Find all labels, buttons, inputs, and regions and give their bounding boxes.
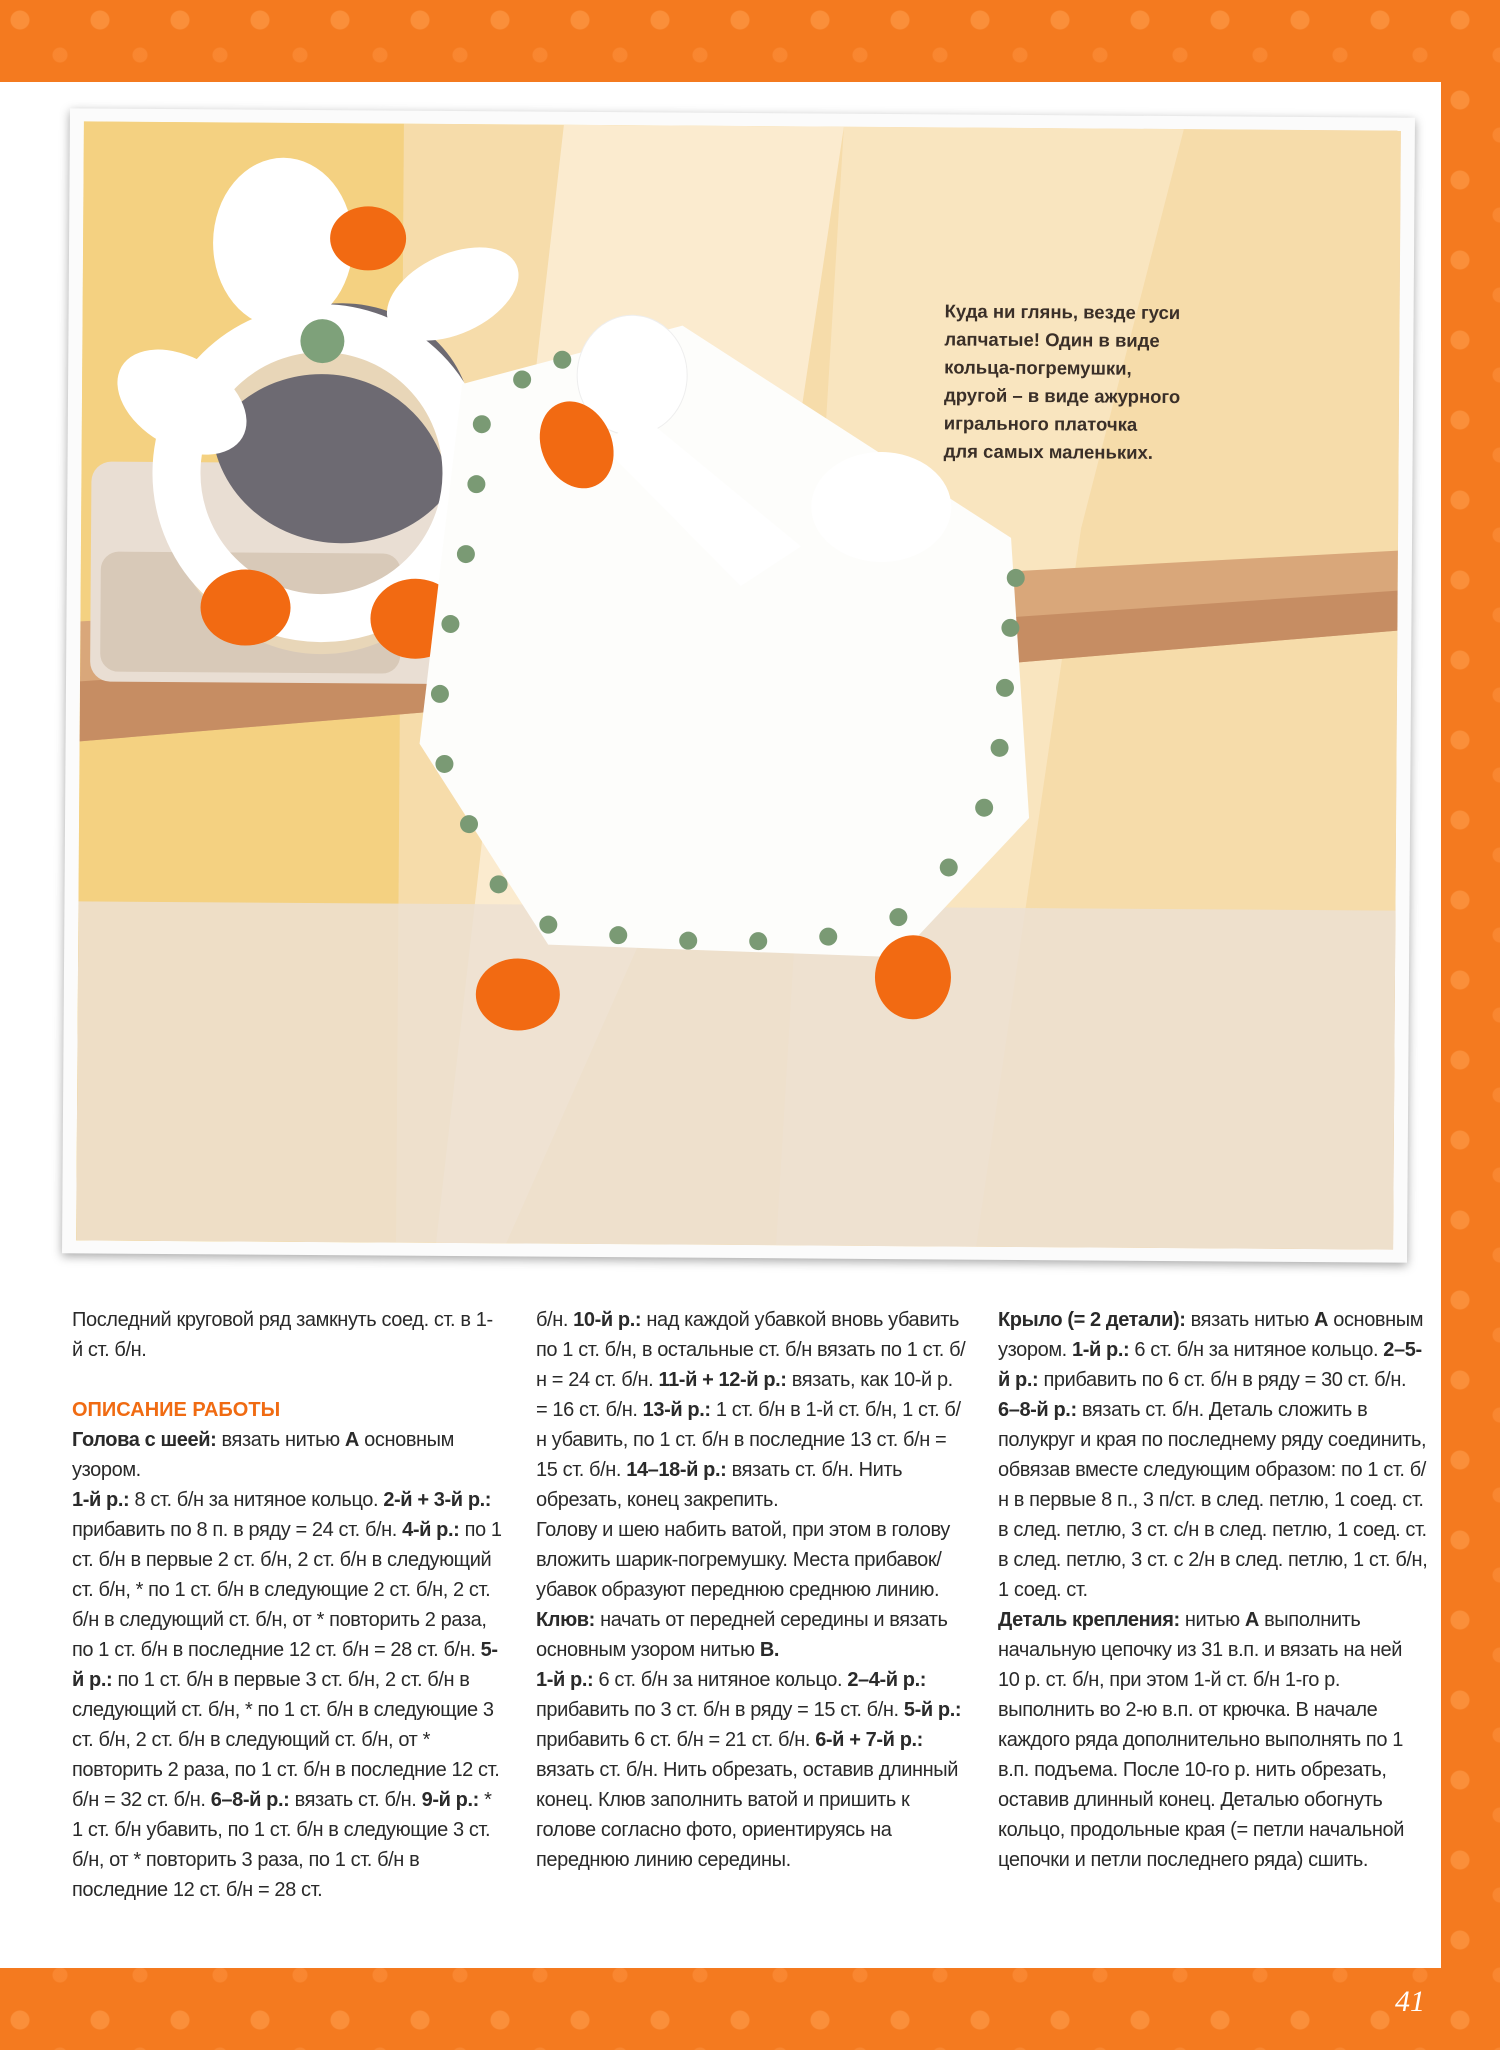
bold-label: 2–5-й р.: xyxy=(998,1339,1422,1391)
photo-crochet-geese xyxy=(76,121,1401,1249)
text-run: * 1 ст. б/н убавить, по 1 ст. б/н в следующие 3 ст. б/н, от * повторить 3 раза, по 1 ст. б/н в последние 12 ст. б/н = 28 ст. xyxy=(72,1789,492,1901)
bold-label: А xyxy=(1244,1609,1259,1631)
text-column-1 xyxy=(72,1305,502,1905)
bold-label: В. xyxy=(759,1639,780,1661)
rattle-goose-beak xyxy=(330,206,406,271)
photo-illustration xyxy=(76,121,1401,1249)
paragraph xyxy=(536,1665,966,1875)
paragraph xyxy=(998,1305,1428,1605)
bold-label: 11-й + 12-й р.: xyxy=(658,1369,787,1391)
text-run: прибавить по 3 ст. б/н в ряду = 15 ст. б/н. xyxy=(536,1699,904,1721)
bold-label: 4-й р.: xyxy=(402,1519,460,1541)
paragraph xyxy=(72,1485,502,1905)
text-run: 6 ст. б/н за нитяное кольцо. xyxy=(1129,1339,1384,1361)
text-run: основным узором. xyxy=(72,1429,455,1481)
bold-label: 13-й р.: xyxy=(642,1399,711,1421)
text-run: начать от передней середины и вязать основным узором нитью xyxy=(536,1609,948,1661)
text-run: нитью xyxy=(1179,1609,1245,1631)
rattle-goose-bow xyxy=(300,319,344,363)
text-run: вязать нитью xyxy=(1185,1309,1315,1331)
text-run: вязать ст. б/н. Деталь сложить в полукруг и края по последнему ряду соединить, обвязав вместе следующим образом: по 1 ст. б/н в первые 8 п., 3 п/ст. в след. петлю, 1 соед. ст. в след. петлю, 3 ст. с/н в след. петлю, 1 соед. ст. в след. петлю, 3 ст. с 2/н в след. петлю, 1 ст. б/н, 1 соед. ст. xyxy=(998,1399,1428,1601)
text-run: вязать, как 10-й р. = 16 ст. б/н. xyxy=(536,1369,953,1421)
text-run: выполнить начальную цепочку из 31 в.п. и вязать на ней 10 р. ст. б/н, при этом 1-й ст. б/н 1-го р. выполнить во 2-ю в.п. от крючка. В начале каждого ряда дополнительно выполнять по 1 в.п. подъема. После 10-го р. нить обрезать, оставив длинный конец. Деталью обогнуть кольцо, продольные края (= петли начальной цепочки и петли последнего ряда) сшить. xyxy=(998,1609,1404,1871)
bold-label: 6–8-й р.: xyxy=(210,1789,290,1811)
bold-label: 6-й + 7-й р.: xyxy=(815,1729,923,1751)
paragraph xyxy=(536,1305,966,1515)
lovey-goose-foot-left xyxy=(476,958,561,1031)
bold-label: Крыло (= 2 детали): xyxy=(998,1309,1186,1331)
paragraph xyxy=(72,1425,502,1485)
bold-label: Клюв: xyxy=(536,1609,595,1631)
paragraph xyxy=(72,1305,502,1365)
bold-label: 2-й + 3-й р.: xyxy=(383,1489,492,1511)
bold-label: 6–8-й р.: xyxy=(998,1399,1077,1421)
lower-wall xyxy=(76,901,1395,1249)
bold-label: 1-й р.: xyxy=(536,1669,594,1691)
bold-label: А xyxy=(344,1429,359,1451)
text-run: Последний круговой ряд замкнуть соед. ст. в 1-й ст. б/н. xyxy=(72,1309,493,1361)
bold-label: Голова с шеей: xyxy=(72,1429,217,1451)
text-run: по 1 ст. б/н в первые 2 ст. б/н, 2 ст. б/н в следующий ст. б/н, * по 1 ст. б/н в следующие 2 ст. б/н, 2 ст. б/н в следующий ст. б/н, от * повторить 2 раза, по 1 ст. б/н в последние 12 ст. б/н = 28 ст. б/н. xyxy=(72,1519,502,1661)
text-run: прибавить 6 ст. б/н = 21 ст. б/н. xyxy=(536,1729,816,1751)
paragraph xyxy=(536,1515,966,1605)
text-column-3 xyxy=(998,1305,1428,1875)
text-run: вязать ст. б/н. xyxy=(289,1789,422,1811)
paragraph xyxy=(536,1605,966,1665)
text-run: 1 ст. б/н в 1-й ст. б/н, 1 ст. б/н убавить, по 1 ст. б/н в последние 13 ст. б/н = 15 ст. б/н. xyxy=(536,1399,961,1481)
bold-label: 5-й р.: xyxy=(903,1699,962,1721)
text-run: б/н. xyxy=(536,1309,574,1331)
bold-label: 2–4-й р.: xyxy=(847,1669,927,1691)
text-run: прибавить по 8 п. в ряду = 24 ст. б/н. xyxy=(72,1519,403,1541)
photo-frame xyxy=(62,108,1415,1262)
bold-label: 14–18-й р.: xyxy=(626,1459,727,1481)
text-run: 8 ст. б/н за нитяное кольцо. xyxy=(129,1489,384,1511)
bold-label: Деталь крепления: xyxy=(998,1609,1180,1631)
bold-label: 10-й р.: xyxy=(573,1309,642,1331)
photo-caption: Куда ни глянь, везде гуси лапчатые! Один в виде кольца-погремушки, другой – в виде ажурного игрального платочка для самых маленьких. xyxy=(943,300,1181,463)
section-title: ОПИСАНИЕ РАБОТЫ xyxy=(72,1399,281,1421)
bold-label: А xyxy=(1314,1309,1329,1331)
text-run: вязать нитью xyxy=(216,1429,345,1451)
bold-label: 1-й р.: xyxy=(72,1489,130,1511)
text-run: вязать ст. б/н. Нить обрезать, конец закрепить. xyxy=(536,1459,903,1511)
page-number: 41 xyxy=(1395,1985,1425,2018)
text-column-2 xyxy=(536,1305,966,1875)
text-run: над каждой убавкой вновь убавить по 1 ст. б/н, в остальные ст. б/н вязать по 1 ст. б/н = 24 ст. б/н. xyxy=(536,1309,966,1391)
lovey-goose-wing xyxy=(811,452,952,563)
paragraph xyxy=(998,1605,1428,1875)
lovey-goose-foot-right xyxy=(875,935,952,1020)
text-run: прибавить по 6 ст. б/н в ряду = 30 ст. б/н. xyxy=(1038,1369,1407,1391)
text-run: вязать ст. б/н. Нить обрезать, оставив длинный конец. Клюв заполнить ватой и пришить к голове согласно фото, ориентируясь на переднюю линию середины. xyxy=(536,1759,959,1871)
bold-label: 5-й р.: xyxy=(72,1639,498,1691)
text-run: 6 ст. б/н за нитяное кольцо. xyxy=(593,1669,848,1691)
rattle-goose-foot-left xyxy=(200,569,291,646)
text-run: Голову и шею набить ватой, при этом в голову вложить шарик-погремушку. Места прибавок/убавок образуют переднюю среднюю линию. xyxy=(536,1519,950,1601)
bold-label: 9-й р.: xyxy=(421,1789,479,1811)
text-run: основным узором. xyxy=(998,1309,1424,1361)
text-run: по 1 ст. б/н в первые 3 ст. б/н, 2 ст. б/н в следующий ст. б/н, * по 1 ст. б/н в следующие 3 ст. б/н, 2 ст. б/н в следующий ст. б/н, от * повторить 2 раза, по 1 ст. б/н в последние 12 ст. б/н = 32 ст. б/н. xyxy=(72,1669,500,1811)
bold-label: 1-й р.: xyxy=(1071,1339,1130,1361)
